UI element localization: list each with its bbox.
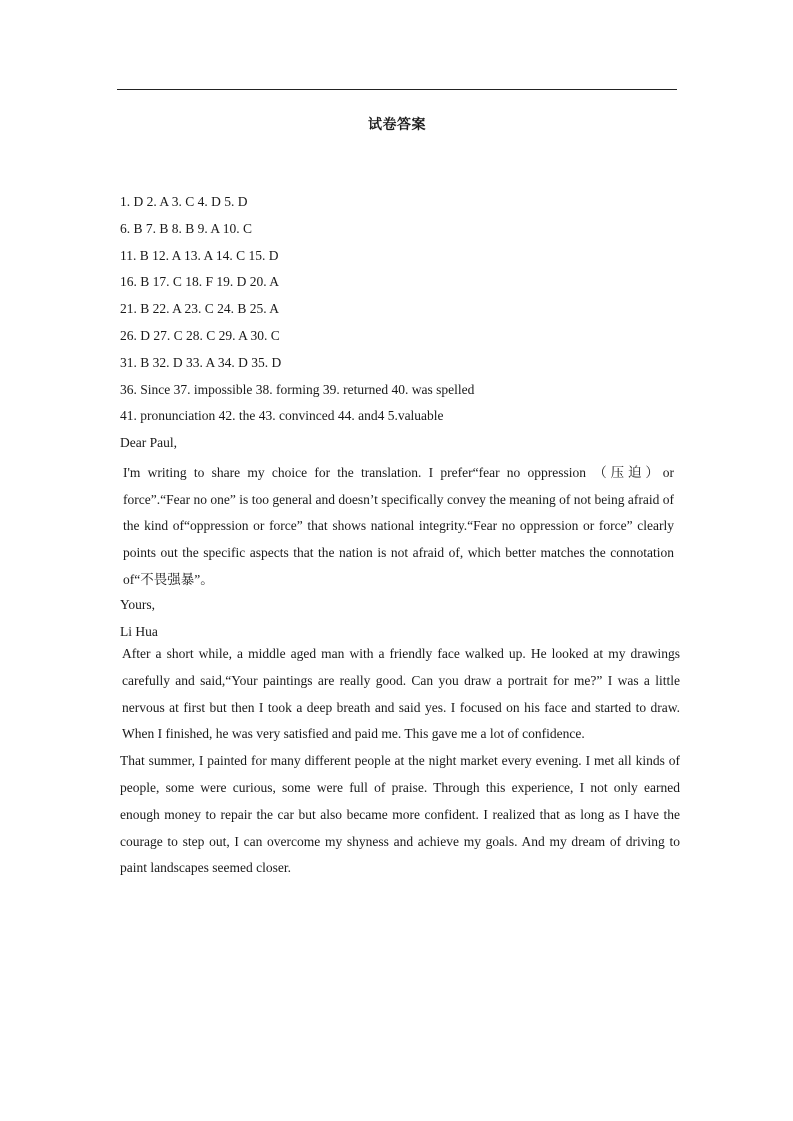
letter-salutation: Dear Paul, (120, 435, 177, 450)
story-section (120, 641, 680, 882)
letter-body: I'm writing to share my choice for the translation. I prefer“fear no oppression （压迫）or force”.“Fear no one” is too general and doesn’t specifically convey the meaning of not being afraid of the kind of“oppression or force” that shows national integrity.“Fear no oppression or force” clearly points out the specific aspects that the nation is not afraid of, which better matches the connotation of“不畏强暴”。 (123, 464, 674, 587)
story-paragraph-2: That summer, I painted for many different people at the night market every evening. I met all kinds of people, some were curious, some were full of praise. Through this experience, I not only earned enough money to repair the car but also became more confident. I realized that as long as I have the courage to step out, I can overcome my shyness and achieve my goals. And my dream of driving to paint landscapes seemed closer. (120, 753, 680, 876)
letter-section (120, 432, 680, 647)
answer-line: 36. Since 37. impossible 38. forming 39. returned 40. was spelled (120, 381, 475, 397)
answer-line: 11. B 12. A 13. A 14. C 15. D (120, 247, 279, 263)
answer-line: 16. B 17. C 18. F 19. D 20. A (120, 274, 280, 290)
answer-line: 6. B 7. B 8. B 9. A 10. C (120, 220, 253, 236)
letter-signature: Li Hua (120, 623, 158, 639)
answer-line: 41. pronunciation 42. the 43. convinced 44. and4 5.valuable (120, 408, 444, 424)
answer-line: 21. B 22. A 23. C 24. B 25. A (120, 301, 280, 317)
page-title: 试卷答案 (368, 117, 426, 133)
answer-key (120, 191, 680, 432)
answer-line: 1. D 2. A 3. C 4. D 5. D (120, 194, 248, 209)
story-paragraph-1: After a short while, a middle aged man with a friendly face walked up. He looked at my drawings carefully and said,“Your paintings are really good. Can you draw a portrait for me?” I was a little nervous at first but then I took a deep breath and said yes. I focused on his face and started to draw. When I finished, he was very satisfied and paid me. This gave me a lot of confidence. (122, 646, 680, 742)
letter-closing: Yours, (120, 596, 156, 612)
answer-line: 31. B 32. D 33. A 34. D 35. D (120, 354, 282, 370)
answer-line: 26. D 27. C 28. C 29. A 30. C (120, 327, 280, 343)
header-rule (117, 89, 677, 90)
